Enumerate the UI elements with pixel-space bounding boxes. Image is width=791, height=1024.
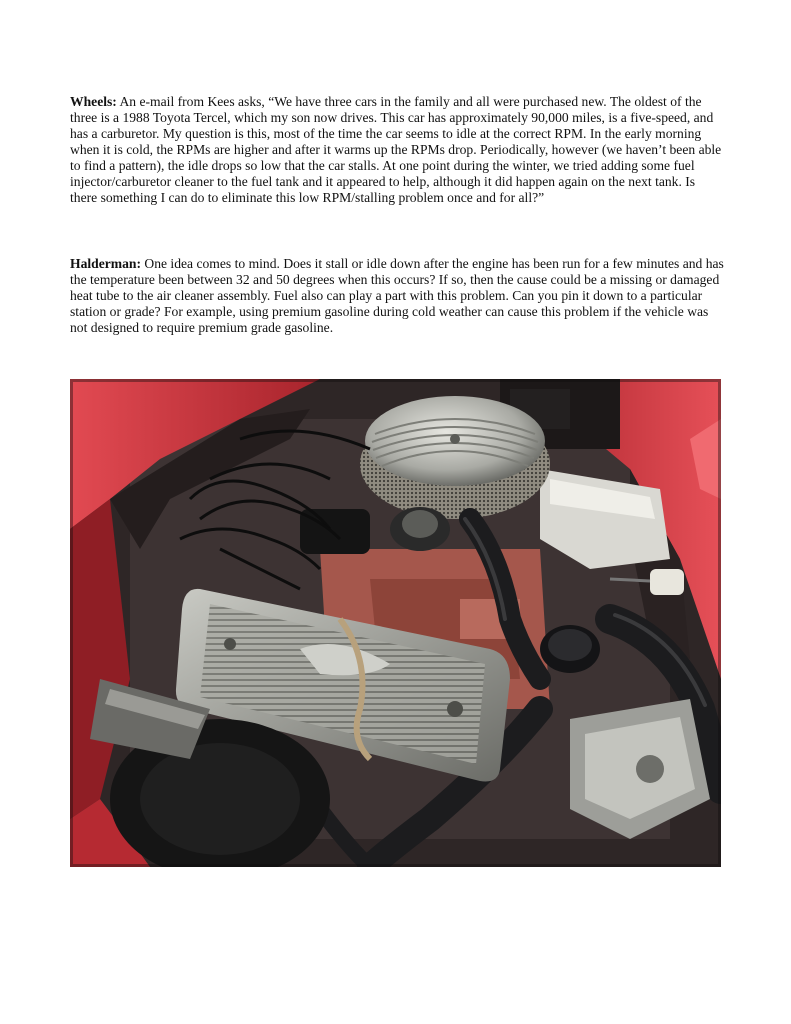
engine-bay-illustration	[70, 379, 721, 867]
question-speaker: Wheels:	[70, 94, 117, 109]
question-text: An e-mail from Kees asks, “We have three cars in the family and all were purchased new. The oldest of the three is a 1988 Toyota Tercel, which my son now drives. This car has approximately 90,000 miles, is a five-speed, and has a carburetor. My question is this, most of the time the car seems to idle at the correct RPM. In the early morning when it is cold, the RPMs are higher and after it warms up the RPMs drop. Periodically, however (we haven’t been able to find a pattern), the idle drops so low that the car stalls. At one point during the winter, we tried adding some fuel injector/carburetor cleaner to the fuel tank and it appeared to help, although it did happen again on the next tank. Is there something I can do to eliminate this low RPM/stalling problem once and for all?”	[70, 94, 722, 205]
question-paragraph	[70, 94, 725, 206]
engine-bay-photo	[70, 379, 721, 867]
answer-speaker: Halderman:	[70, 256, 141, 271]
answer-paragraph	[70, 256, 725, 336]
answer-text: One idea comes to mind. Does it stall or idle down after the engine has been run for a few minutes and has the temperature been between 32 and 50 degrees when this occurs? If so, then the cause could be a missing or damaged heat tube to the air cleaner assembly. Fuel also can play a part with this problem. Can you pin it down to a particular station or grade? For example, using premium gasoline during cold weather can cause this problem if the vehicle was not designed to require premium grade gasoline.	[70, 256, 724, 335]
